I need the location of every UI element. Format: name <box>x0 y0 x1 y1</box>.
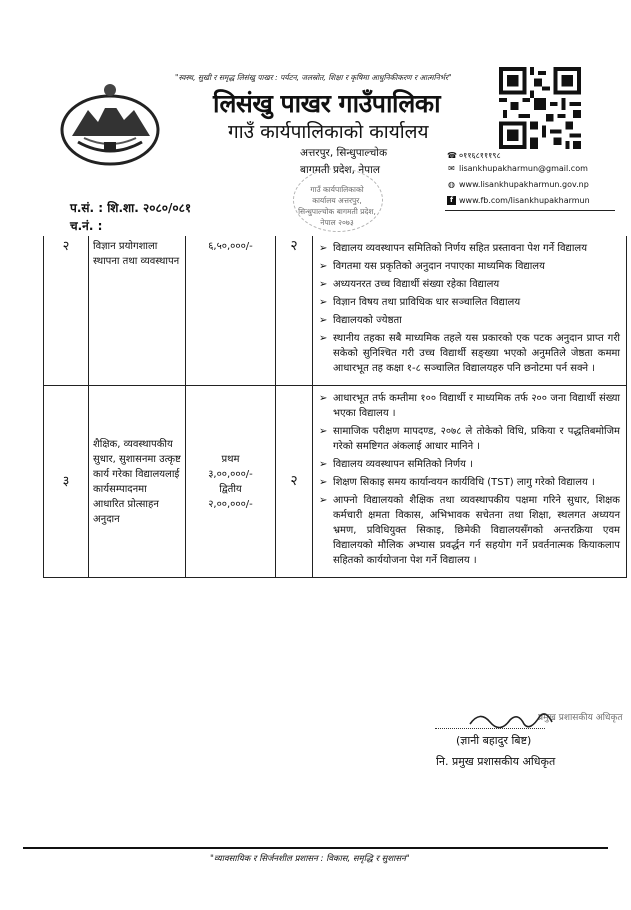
grant-amount: ६,५०,०००/- <box>186 236 276 386</box>
amount-first: ३,००,०००/- <box>208 468 253 480</box>
school-count: २ <box>276 236 313 386</box>
reference-number: प.सं. : शि.शा. २०८०/०८१ <box>70 201 192 215</box>
criteria-item: ➢ आफ्नो विद्यालयको शैक्षिक तथा व्यवस्थापकीय पक्षमा गरिने सुधार, शिक्षक कर्मचारी क्षमता विकास, अभिभावक सचेतना तथा शिक्षा, स्थलगत अध्ययन भ्रमण, प्रविधियुक्त सिकाइ, छिमेकी विद्यालयसँगको अन्तरक्रिया एवम विद्यालयको मौलिक अभ्यास प्रवर्द्धन गर्न सहयोग गर्ने प्रवर्तनात्मक कियाकलाप सहितको कार्ययोजना पेश गर्ने विद्यालय । <box>319 493 620 568</box>
amount-label-second: द्वितीय <box>219 483 242 495</box>
globe-icon: ◍ <box>448 180 455 189</box>
address-line1: अत्तरपुर, सिन्धुपाल्चोक <box>300 147 388 159</box>
qr-code <box>499 67 581 149</box>
email-icon: ✉ <box>448 164 455 173</box>
office-subtitle: गाउँ कार्यपालिकाको कार्यालय <box>228 121 429 143</box>
serial-number: २ <box>44 236 89 386</box>
header-divider <box>445 210 615 211</box>
footer-divider <box>23 847 608 849</box>
contact-email[interactable]: ✉ lisankhupakharmun@gmail.com <box>448 164 588 173</box>
criteria-item: ➢ स्थानीय तहका सबै माध्यमिक तहले यस प्रकारको एक पटक अनुदान प्राप्त गरी सकेको सुनिश्चित गरी उच्च विद्यार्थी सङ्ख्या भएको अनुमतिले जेष्ठता कममा आधारभूत तह कक्षा १-८ सञ्चालित विद्यालयहरु पनि छनोटमा पर्न सक्ने । <box>319 331 620 376</box>
facebook-icon: f <box>447 196 456 205</box>
office-stamp-text: गाउँ कार्यपालिकाको कार्यालय अत्तरपुर, सिन्धुपाल्चोक बागमती प्रदेश, नेपाल २०७३ <box>298 185 376 227</box>
grant-table <box>43 236 627 578</box>
criteria-item: ➢ विज्ञान विषय तथा प्राविधिक धार सञ्चालित विद्यालय <box>319 295 620 310</box>
municipality-logo <box>58 80 162 166</box>
program-name: विज्ञान प्रयोगशाला स्थापना तथा व्यवस्थापन <box>89 236 186 386</box>
criteria-item: ➢ विद्यालय व्यवस्थापन समितिको निर्णय सहित प्रस्तावना पेश गर्ने विद्यालय <box>319 241 620 256</box>
criteria-item: ➢ विद्यालयको ज्येष्ठता <box>319 313 620 328</box>
criteria-list <box>319 391 620 568</box>
signature-stamp: प्रमुख प्रशासकीय अधिकृत <box>538 713 623 723</box>
contact-phone: ☎ ०११६८१११९८ <box>447 151 501 160</box>
footer-motto: "व्यावसायिक र सिर्जनशील प्रशासन : विकास, समृद्धि र सुशासन" <box>210 854 410 864</box>
criteria-item: ➢ विगतमा यस प्रकृतिको अनुदान नपाएका माध्यमिक विद्यालय <box>319 259 620 274</box>
amount-label-first: प्रथम <box>221 453 240 465</box>
contact-website[interactable]: ◍ www.lisankhupakharmun.gov.np <box>448 180 589 189</box>
amount-second: २,००,०००/- <box>208 498 253 510</box>
criteria-item: ➢ विद्यालय व्यवस्थापन समितिको निर्णय । <box>319 457 620 472</box>
table-row <box>44 236 627 386</box>
criteria-cell <box>313 236 627 386</box>
signatory-name: (ज्ञानी बहादुर बिष्ट) <box>456 734 532 747</box>
phone-icon: ☎ <box>447 151 457 160</box>
header-motto: "स्वस्थ, सुखी र समृद्ध लिसंखु पाखर : पर्यटन, जलस्रोत, शिक्षा र कृषिमा आधुनिकीकरण र आत्मनिर्भर" <box>175 73 452 82</box>
criteria-item: ➢ शिक्षण सिकाइ समय कार्यान्वयन कार्यविधि (TST) लागु गरेको विद्यालय । <box>319 475 620 490</box>
criteria-list <box>319 241 620 376</box>
dispatch-number: च.नं. : <box>70 219 103 233</box>
address-line2: बागमती प्रदेश, नेपाल <box>300 164 380 176</box>
serial-number: ३ <box>44 386 89 578</box>
criteria-item: ➢ आधारभूत तर्फ कम्तीमा १०० विद्यार्थी र माध्यमिक तर्फ २०० जना विद्यार्थी संख्या भएका विद्यालय । <box>319 391 620 421</box>
signature-line <box>435 728 545 729</box>
signatory-title: नि. प्रमुख प्रशासकीय अधिकृत <box>436 755 556 768</box>
program-name: शैक्षिक, व्यवस्थापकीय सुधार, सुशासनमा उत्कृष्ट कार्य गरेका विद्यालयलाई कार्यसम्पादनमा आधारित प्रोत्साहन अनुदान <box>89 386 186 578</box>
criteria-item: ➢ अध्ययनरत उच्च विद्यार्थी संख्या रहेका विद्यालय <box>319 277 620 292</box>
office-name: लिसंखु पाखर गाउँपालिका <box>213 89 441 118</box>
criteria-item: ➢ सामाजिक परीक्षण मापदण्ड, २०७८ ले तोकेको विधि, प्रकिया र पद्धतिबमोजिम गरेको समष्टिगत अंकलाई आधार मानिने । <box>319 424 620 454</box>
contact-facebook[interactable]: f www.fb.com/lisankhupakharmun <box>447 196 590 205</box>
criteria-cell <box>313 386 627 578</box>
grant-amount <box>186 386 276 578</box>
school-count: २ <box>276 386 313 578</box>
table-row <box>44 386 627 578</box>
